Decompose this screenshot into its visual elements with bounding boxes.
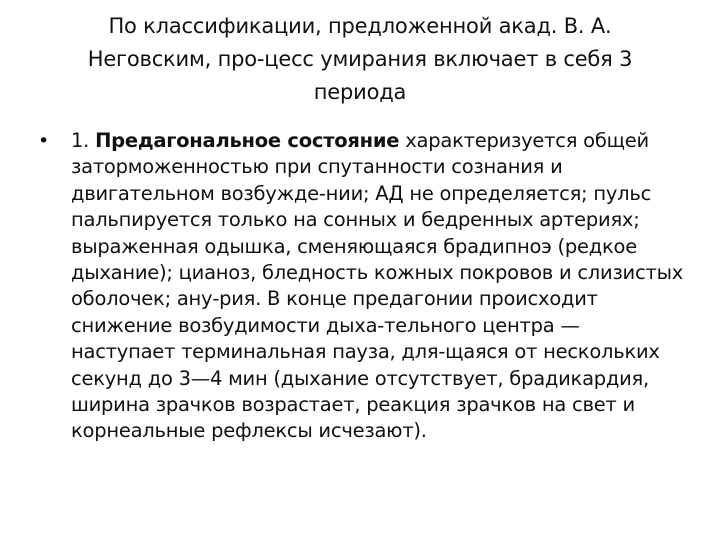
bullet-number: 1.	[71, 129, 90, 152]
bullet-item	[38, 128, 688, 445]
bullet-icon: •	[38, 130, 49, 152]
bullet-list	[38, 128, 688, 445]
bullet-term: Предагональное состояние	[95, 129, 400, 152]
slide-title: По классификации, предложенной акад. В. А. Неговским, про-цесс умирания включает в себя 3 периода	[87, 14, 633, 104]
bullet-text: характеризуется общей заторможенностью при спутанности сознания и двигательном возбужде-нии; АД не определяется; пульс пальпируется только на сонных и бедренных артериях; выраженная одышка, сменяющаяся брадипноэ (редкое дыхание); цианоз, бледность кожных покровов и слизистых оболочек; ану-рия. В конце предагонии происходит снижение возбудимости дыха-тельного центра — наступает терминальная пауза, для-щаяся от нескольких секунд до 3—4 мин (дыхание отсутствует, брадикардия, ширина зрачков возрастает, реакция зрачков на свет и корнеальные рефлексы исчезают).	[71, 129, 684, 443]
